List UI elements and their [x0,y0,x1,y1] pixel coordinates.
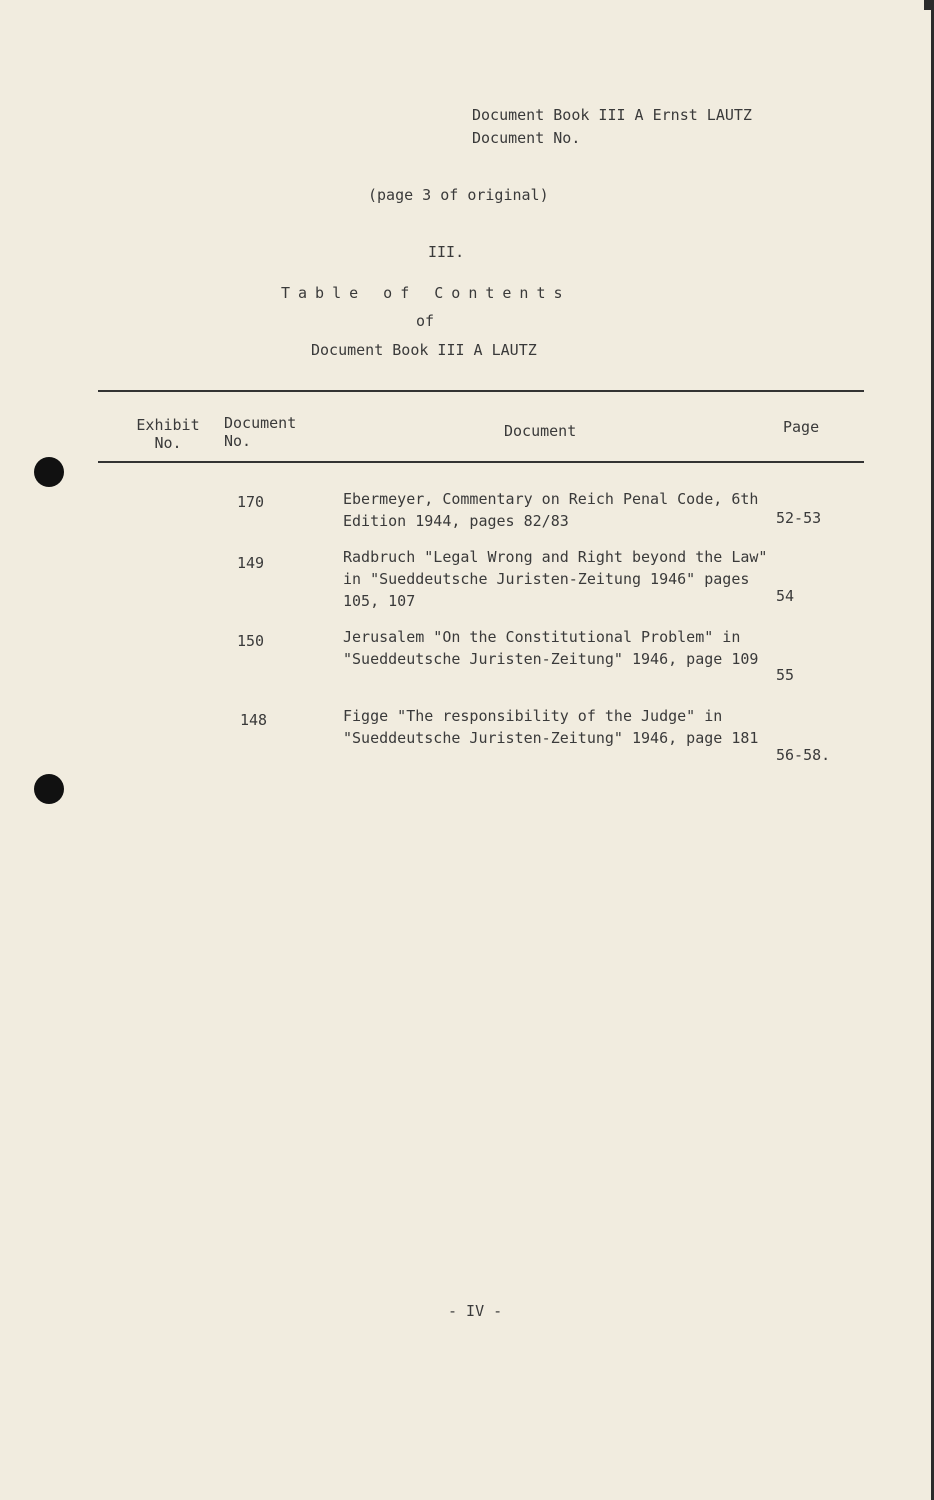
row-document-no: 148 [240,711,268,729]
toc-of: of [416,312,435,330]
page-corner-mark [924,0,934,10]
toc-title: Table of Contents [281,284,571,302]
col-header-document-no: Document No. [224,414,297,450]
punch-hole-icon [34,774,64,804]
row-document-description: Jerusalem "On the Constitutional Problem" in "Sueddeutsche Juristen-Zeitung" 1946, page 109 [343,628,759,668]
row-document-no: 170 [237,493,265,511]
row-page: 52-53 [776,509,822,527]
col-header-document: Document [504,422,577,440]
col-header-exhibit: Exhibit No. [136,416,200,452]
page-note: (page 3 of original) [368,186,549,204]
toc-subtitle: Document Book III A LAUTZ [311,341,537,359]
row-page: 56-58. [776,746,831,764]
table-header-rule [98,461,864,463]
section-number: III. [428,243,465,261]
row-document-description: Radbruch "Legal Wrong and Right beyond the Law" in "Sueddeutsche Juristen-Zeitung 1946" pages 105, 107 [343,548,768,610]
row-document-description: Ebermeyer, Commentary on Reich Penal Code, 6th Edition 1944, pages 82/83 [343,490,759,530]
header-document-no: Document No. [472,129,581,147]
table-top-rule [98,390,864,392]
row-page: 55 [776,666,795,684]
col-header-page: Page [783,418,820,436]
header-document-book: Document Book III A Ernst LAUTZ [472,106,752,124]
punch-hole-icon [34,457,64,487]
row-document-no: 149 [237,554,265,572]
page-footer: - IV - [448,1302,503,1320]
row-document-description: Figge "The responsibility of the Judge" in "Sueddeutsche Juristen-Zeitung" 1946, page 181 [343,707,759,747]
row-page: 54 [776,587,795,605]
row-document-no: 150 [237,632,265,650]
